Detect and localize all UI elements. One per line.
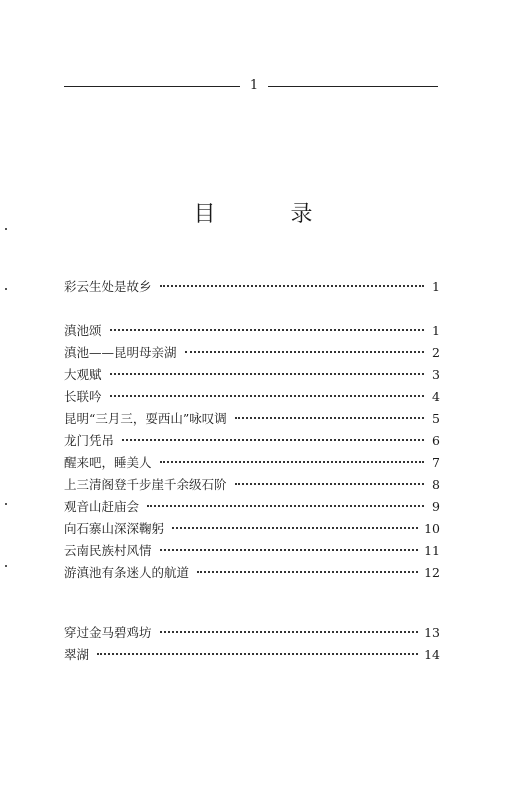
scan-mark <box>5 503 7 505</box>
toc-entry[interactable] <box>64 364 440 386</box>
toc-entry-page: 4 <box>432 389 440 404</box>
toc-entry[interactable] <box>64 386 440 408</box>
toc-entry-title: 观音山赶庙会 <box>64 499 140 514</box>
toc-leader-dots <box>160 631 419 633</box>
toc-entry-page: 10 <box>424 521 440 536</box>
toc-title: 目 录 <box>193 202 347 227</box>
toc-group-1 <box>64 276 440 298</box>
toc-entry-title: 滇池——昆明母亲湖 <box>64 345 177 360</box>
toc-entry-title: 云南民族村风情 <box>64 543 152 558</box>
toc-entry[interactable] <box>64 622 440 644</box>
toc-leader-dots <box>172 527 418 529</box>
toc-leader-dots <box>97 653 418 655</box>
toc-entry-page: 3 <box>432 367 440 382</box>
toc-leader-dots <box>147 505 424 507</box>
toc-entry-title: 彩云生处是故乡 <box>64 279 152 294</box>
toc-leader-dots <box>235 417 424 419</box>
toc-entry-title: 大观赋 <box>64 367 102 382</box>
toc-entry-title: 游滇池有条迷人的航道 <box>64 565 190 580</box>
scan-mark <box>5 288 7 290</box>
toc-entry[interactable] <box>64 474 440 496</box>
toc-entry-title: 滇池颂 <box>64 323 102 338</box>
toc-leader-dots <box>160 461 424 463</box>
toc-group-2 <box>64 320 440 584</box>
toc-leader-dots <box>185 351 424 353</box>
toc-entry[interactable] <box>64 518 440 540</box>
toc-entry-title: 昆明“三月三，耍西山”咏叹调 <box>64 411 227 426</box>
toc-entry-title: 穿过金马碧鸡坊 <box>64 625 152 640</box>
toc-entry-title: 龙门凭吊 <box>64 433 115 448</box>
toc-entry-page: 9 <box>432 499 440 514</box>
toc-entry-page: 8 <box>432 477 440 492</box>
toc-entry[interactable] <box>64 430 440 452</box>
toc-leader-dots <box>110 329 424 331</box>
scan-mark <box>5 228 7 230</box>
toc-leader-dots <box>122 439 424 441</box>
header-rule-left <box>64 86 240 87</box>
toc-leader-dots <box>197 571 418 573</box>
toc-entry-page: 7 <box>432 455 440 470</box>
toc-leader-dots <box>110 373 424 375</box>
toc-entry-title: 长联吟 <box>64 389 102 404</box>
toc-entry-page: 11 <box>424 543 440 558</box>
toc-leader-dots <box>160 285 424 287</box>
page-number: 1 <box>249 78 259 93</box>
toc-leader-dots <box>160 549 419 551</box>
toc-entry[interactable] <box>64 452 440 474</box>
toc-entry-title: 醒来吧，睡美人 <box>64 455 152 470</box>
toc-entry[interactable] <box>64 342 440 364</box>
toc-entry[interactable] <box>64 540 440 562</box>
toc-entry-page: 5 <box>432 411 440 426</box>
toc-entry-page: 1 <box>432 323 440 338</box>
toc-leader-dots <box>110 395 424 397</box>
toc-entry[interactable] <box>64 320 440 342</box>
toc-group-3 <box>64 622 440 666</box>
toc-entry[interactable] <box>64 276 440 298</box>
toc-entry[interactable] <box>64 644 440 666</box>
toc-entry[interactable] <box>64 562 440 584</box>
toc-entry-page: 6 <box>432 433 440 448</box>
toc-entry-page: 1 <box>432 279 440 294</box>
toc-entry-page: 12 <box>424 565 440 580</box>
toc-entry-page: 2 <box>432 345 440 360</box>
toc-entry-title: 翠湖 <box>64 647 90 662</box>
toc-leader-dots <box>235 483 424 485</box>
scan-mark <box>5 565 7 567</box>
toc-entry-page: 13 <box>424 625 440 640</box>
toc-entry-title: 上三清阁登千步崖千余级石阶 <box>64 477 227 492</box>
header-rule-right <box>268 86 438 87</box>
toc-entry-page: 14 <box>424 647 440 662</box>
toc-entry[interactable] <box>64 496 440 518</box>
toc-entry[interactable] <box>64 408 440 430</box>
toc-entry-title: 向石寨山深深鞠躬 <box>64 521 165 536</box>
